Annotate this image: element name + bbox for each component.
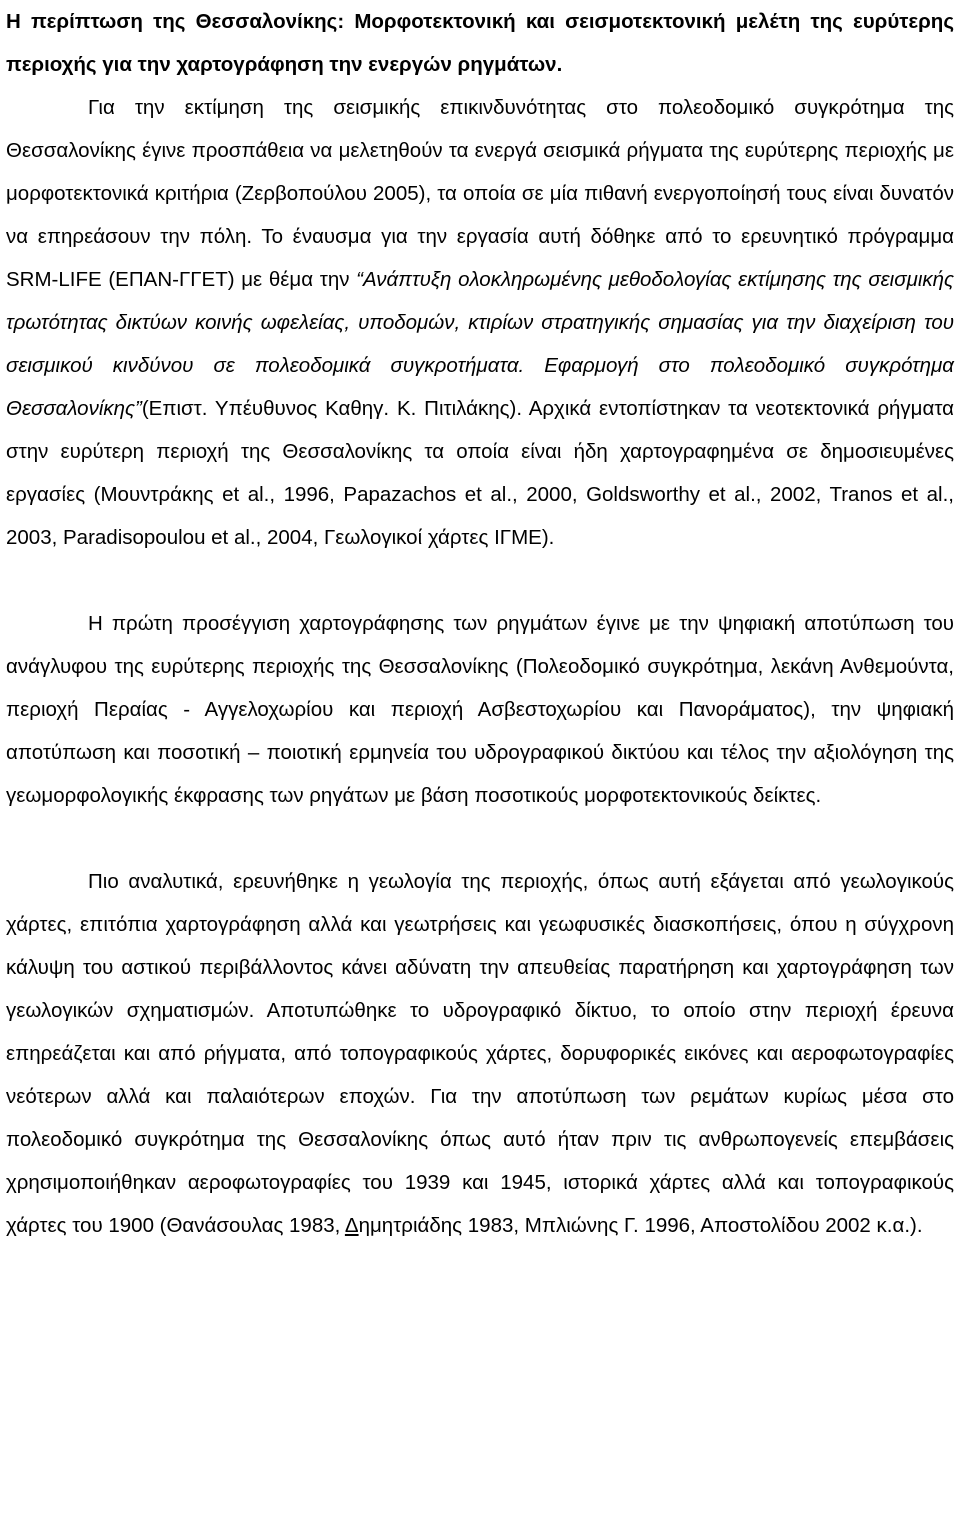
paragraph-3-text-b: ημητριάδης 1983, Μπλιώνης Γ. 1996, Αποστολίδου 2002 κ.α.). [358, 1214, 923, 1237]
paragraph-1 [6, 86, 954, 559]
paragraph-3 [6, 860, 954, 1247]
paragraph-2: Η πρώτη προσέγγιση χαρτογράφησης των ρηγμάτων έγινε με την ψηφιακή αποτύπωση του ανάγλυφου της ευρύτερης περιοχής της Θεσσαλονίκης (Πολεοδομικό συγκρότημα, λεκάνη Ανθεμούντα, περιοχή Περαίας - Αγγελοχωρίου και περιοχή Ασβεστοχωρίου και Πανοράματος), την ψηφιακή αποτύπωση και ποσοτική – ποιοτική ερμηνεία του υδρογραφικού δικτύου και τέλος την αξιολόγηση της γεωμορφολογικής έκφρασης των ρηγάτων με βάση ποσοτικούς μορφοτεκτονικούς δείκτες. [6, 612, 954, 807]
document-heading: Η περίπτωση της Θεσσαλονίκης: Μορφοτεκτονική και σεισμοτεκτονική μελέτη της ευρύτερης περιοχής για την χαρτογράφηση την ενεργών ρηγμάτων. [6, 10, 954, 76]
paragraph-3-text-a: Πιο αναλυτικά, ερευνήθηκε η γεωλογία της περιοχής, όπως αυτή εξάγεται από γεωλογικούς χάρτες, επιτόπια χαρτογράφηση αλλά και γεωτρήσεις και γεωφυσικές διασκοπήσεις, όπου η σύγχρονη κάλυψη του αστικού περιβάλλοντος κάνει αδύνατη την απευθείας παρατήρηση και χαρτογράφηση των γεωλογικών σχηματισμών. Αποτυπώθηκε το υδρογραφικό δίκτυο, το οποίο στην περιοχή έρευνα επηρεάζεται και από ρήγματα, από τοπογραφικούς χάρτες, δορυφορικές εικόνες και αεροφωτογραφίες νεότερων αλλά και παλαιότερων εποχών. Για την αποτύπωση των ρεμάτων κυρίως μέσα στο πολεοδομικό συγκρότημα της Θεσσαλονίκης όπως αυτό ήταν πριν τις ανθρωπογενείς επεμβάσεις χρησιμοποιήθηκαν αεροφωτογραφίες του 1939 και 1945, ιστορικά χάρτες αλλά και τοπογραφικούς χάρτες του 1900 (Θανάσουλας 1983, [6, 870, 954, 1237]
document-page [6, 0, 954, 1247]
paragraph-1-text-a: Για την εκτίμηση της σεισμικής επικινδυνότητας στο πολεοδομικό συγκρότημα της Θεσσαλονίκης έγινε προσπάθεια να μελετηθούν τα ενεργά σεισμικά ρήγματα της ευρύτερης περιοχής με μορφοτεκτονικά κριτήρια (Ζερβοπούλου 2005), τα οποία σε μία πιθανή ενεργοποίησή τους είναι δυνατόν να επηρεάσουν την πόλη. Το έναυσμα για την εργασία αυτή δόθηκε από το ερευνητικό πρόγραμμα SRM-LIFE (ΕΠΑΝ-ΓΓΕΤ) με θέμα την [6, 96, 954, 291]
project-title-italic: “Ανάπτυξη ολοκληρωμένης μεθοδολογίας εκτίμησης της σεισμικής τρωτότητας δικτύων κοινής ωφελείας, υποδομών, κτιρίων στρατηγικής σημασίας για την διαχείριση του σεισμικού κινδύνου σε πολεοδομικά συγκροτήματα. Εφαρμογή στο πολεοδομικό συγκρότημα Θεσσαλονίκης” [6, 268, 954, 420]
paragraph-1-text-b: (Επιστ. Υπέυθυνος Καθηγ. Κ. Πιτιλάκης). Αρχικά εντοπίστηκαν τα νεοτεκτονικά ρήγματα στην ευρύτερη περιοχή της Θεσσαλονίκης τα οποία είναι ήδη χαρτογραφημένα σε δημοσιευμένες εργασίες (Μουντράκης et al., 1996, Papazachos et al., 2000, Goldsworthy et al., 2002, Tranos et al., 2003, Paradisopoulou et al., 2004, Γεωλογικοί χάρτες ΙΓΜΕ). [6, 397, 954, 549]
underlined-letter: Δ [344, 1214, 359, 1237]
